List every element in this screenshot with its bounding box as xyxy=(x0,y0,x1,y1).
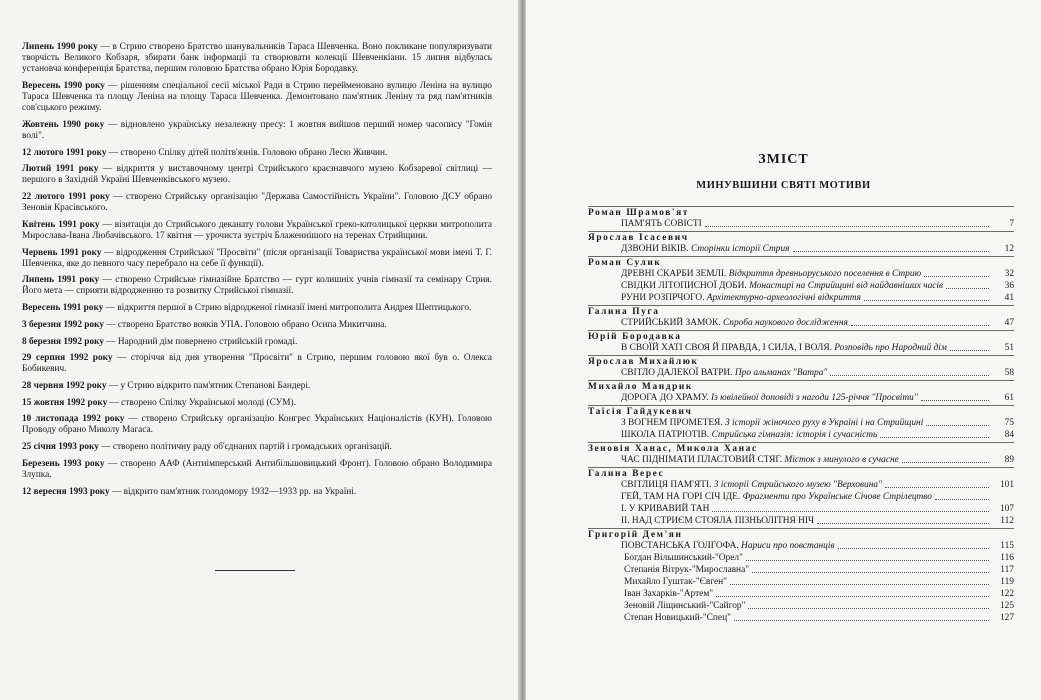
toc-author: Михайло Мандрик xyxy=(588,380,1014,393)
table-of-contents xyxy=(588,206,1014,625)
entry-date: 15 жовтня 1992 року xyxy=(22,397,108,408)
chronology-entry xyxy=(22,353,492,375)
toc-item-text xyxy=(621,492,932,503)
toc-page-number: 115 xyxy=(1000,541,1014,551)
entry-date: Березень 1993 року xyxy=(22,458,105,469)
entry-text: — відкриття першої в Стрию відродженої гімназії імені митрополита Андрея Шептицького. xyxy=(103,303,472,314)
toc-item-text xyxy=(621,541,835,552)
entry-text: — у Стрию відкрито пам'ятник Степанові Бандері. xyxy=(106,380,311,391)
right-page xyxy=(526,0,1041,700)
entry-date: Липень 1991 року xyxy=(22,275,100,286)
chronology-entry xyxy=(22,487,492,498)
toc-item-text xyxy=(624,601,745,612)
toc-item-title: ІІ. НАД СТРИЄМ СТОЯЛА ПІЗНЬОЛІТНЯ НІЧ xyxy=(621,516,815,526)
toc-item[interactable] xyxy=(588,613,1014,624)
toc-page-number: 32 xyxy=(1004,269,1014,279)
toc-item[interactable] xyxy=(588,393,1014,404)
toc-item-text xyxy=(624,613,731,624)
toc-page-number: 89 xyxy=(1004,455,1014,465)
entry-text: — створено Стрийську організацію Конгрес Українських Націоналістів (КУН). Головою Проводу обрано Миколу Магаса. xyxy=(22,414,492,436)
toc-item-description: З історії жіночого руху в Україні і на Стрийщині xyxy=(722,418,924,428)
entry-date: 12 лютого 1991 року xyxy=(22,147,107,158)
toc-item-description: Монастирі на Стрийщині від найдавніших часів xyxy=(746,281,944,291)
toc-leader-dots xyxy=(752,572,989,573)
toc-item-title: СВІДКИ ЛІТОПИСНОЇ ДОБИ. xyxy=(621,281,747,291)
toc-item[interactable] xyxy=(588,504,1014,515)
toc-item-description: Спроба наукового дослідження xyxy=(720,318,848,328)
toc-page-number: 107 xyxy=(999,504,1014,514)
toc-item[interactable] xyxy=(588,589,1014,600)
toc-item-title: ЧАС ПІДНІМАТИ ПЛАСТОВИЙ СТЯГ. xyxy=(621,455,783,465)
chronology-list xyxy=(22,42,492,503)
toc-author: Таїсія Гайдукевич xyxy=(588,405,1014,418)
toc-item-title: Степанія Вітрук-"Мирославна" xyxy=(624,565,750,575)
toc-item-description: Стрийська гімназія: історія і сучасність xyxy=(709,430,878,440)
toc-item[interactable] xyxy=(588,219,1014,230)
chronology-entry xyxy=(22,120,492,142)
toc-author: Григорій Дем'ян xyxy=(588,528,1014,541)
toc-item[interactable] xyxy=(588,430,1014,441)
entry-date: 22 лютого 1991 року xyxy=(22,192,110,202)
toc-item-description: Архітектурно-археологічні відкриття xyxy=(704,293,861,303)
toc-item[interactable] xyxy=(588,492,1014,503)
entry-date: Лютий 1991 року xyxy=(22,164,99,175)
entry-text: — сторіччя від дня утворення "Просвіти" в Стрию, першим головою якої був о. Олекса Бобикевич. xyxy=(22,353,492,375)
toc-item-text xyxy=(624,577,727,588)
toc-item-text xyxy=(621,393,918,404)
toc-item-text xyxy=(624,553,743,564)
toc-item-text xyxy=(621,480,882,491)
entry-text: — створено ААФ (Антиімперський Антибільшовицький Фронт). Головою обрано Володимира Злупка. xyxy=(22,458,492,480)
toc-leader-dots xyxy=(838,548,989,549)
toc-page-number: 36 xyxy=(1004,281,1014,291)
chronology-entry xyxy=(22,442,492,453)
toc-item[interactable] xyxy=(588,418,1014,429)
toc-item-text xyxy=(621,318,848,329)
toc-author: Роман Шрамов'ят xyxy=(588,206,1014,219)
toc-item-title: Михайло Гуштак-"Євген" xyxy=(624,577,727,587)
toc-leader-dots xyxy=(817,523,989,524)
contents-heading: ЗМІСТ xyxy=(758,152,809,167)
toc-leader-dots xyxy=(864,300,989,301)
toc-page-number: 41 xyxy=(1004,293,1014,303)
toc-item-description: З історії Стрийського музею "Верховина" xyxy=(711,480,883,490)
entry-text: — створено Братство вояків УПА. Головою обрано Осипа Микитчина. xyxy=(103,319,387,330)
toc-item[interactable] xyxy=(588,577,1014,588)
entry-date: 25 січня 1993 року xyxy=(22,442,99,453)
toc-item-title: В СВОЇЙ ХАТІ СВОЯ Й ПРАВДА, І СИЛА, І ВОЛЯ. xyxy=(621,343,832,353)
toc-author: Ярослав Михайлюк xyxy=(588,355,1014,368)
toc-leader-dots xyxy=(712,511,989,512)
toc-item-text xyxy=(621,281,943,292)
toc-item-title: ГЕЙ, ТАМ НА ГОРІ СІЧ ІДЕ. xyxy=(621,492,741,502)
toc-item-title: РУНИ РОЗПРЧОГО. xyxy=(621,293,705,303)
entry-text: — відновлено українську незалежну пресу: 1 жовтня вийшов перший номер часопису "Гомін волі". xyxy=(22,119,492,141)
entry-text: — рішенням спеціальної сесії міської Ради в Стрию перейменовано вулицю Леніна на вулицю Тараса Шевченка та площу Леніна на площу Тараса Шевченка. Демонтовано пам'ятник Леніну та ряд пам'ятників сов'єцького режиму. xyxy=(22,80,492,114)
entry-date: Червень 1991 року xyxy=(22,247,102,258)
toc-item[interactable] xyxy=(588,480,1014,491)
toc-item-description: Місток з минулого в сучасне xyxy=(782,455,899,465)
chronology-entry xyxy=(22,398,492,409)
toc-item[interactable] xyxy=(588,516,1014,527)
toc-item-title: ДЗВОНИ ВІКІВ. xyxy=(621,244,689,254)
toc-author: Ярослав Ісасевич xyxy=(588,231,1014,244)
chronology-entry xyxy=(22,164,492,186)
toc-item[interactable] xyxy=(588,553,1014,564)
toc-page-number: 12 xyxy=(1004,244,1014,254)
toc-item-description: Фрагменти про Українське Січове Стрілецтво xyxy=(740,492,932,502)
toc-item-description: Відкриття древньоруського поселення в Стрию xyxy=(726,269,922,279)
toc-item-title: СВІТЛО ДАЛЕКОЇ ВАТРИ. xyxy=(621,368,733,378)
toc-item-text xyxy=(621,343,947,354)
toc-item-title: Богдан Вільшинський-"Орел" xyxy=(624,553,743,563)
entry-date: 12 вересня 1993 року xyxy=(22,486,110,497)
chronology-entry xyxy=(22,381,492,392)
left-page xyxy=(0,0,518,700)
toc-page-number: 75 xyxy=(1004,418,1014,428)
entry-date: 8 березня 1992 року xyxy=(22,336,104,347)
entry-text: — відродження Стрийської "Просвіти" (після організації Товариства української мови імені Т. Г. Шевченка, яке до певного часу перебрало на себе її функції). xyxy=(22,247,492,269)
chronology-entry xyxy=(22,248,492,270)
entry-text: — створено Стрийську організацію "Держава Самостійність України". Головою ДСУ обрано Зеновія Красівського. xyxy=(22,192,492,214)
entry-text: — створено Спілку Української молоді (СУМ). xyxy=(107,397,296,408)
toc-leader-dots xyxy=(716,596,989,597)
entry-date: Квітень 1991 року xyxy=(22,219,100,230)
toc-item-text xyxy=(621,455,899,466)
entry-date: 3 березня 1992 року xyxy=(22,319,104,330)
toc-author: Галина Верес xyxy=(588,467,1014,480)
toc-leader-dots xyxy=(950,350,989,351)
toc-leader-dots xyxy=(705,226,989,227)
toc-item-description: Розповідь про Народний дім xyxy=(831,343,947,353)
toc-item-title: ШКОЛА ПАТРІОТІВ. xyxy=(621,430,710,440)
entry-date: 10 листопада 1992 року xyxy=(22,414,125,425)
section-title: МИНУВШИНИ СВЯТІ МОТИВИ xyxy=(696,180,871,191)
toc-page-number: 112 xyxy=(1000,516,1014,526)
entry-text: — створено Стрийське гімназійне Братство — гурт колишніх учнів гімназії та семінару Стрия. Його мета — сприяти відродженню та розвитку Стрийської гімназії. xyxy=(22,275,492,297)
entry-text: — створено Спілку дітей політв'язнів. Головою обрано Лесю Живчин. xyxy=(106,147,388,158)
toc-item-description: Із ювілейної доповіді з нагоди 125-річчя "Просвіти" xyxy=(708,393,918,403)
toc-leader-dots xyxy=(926,425,989,426)
toc-item-title: Іван Захаркiв-"Артем" xyxy=(624,589,714,599)
toc-item-text xyxy=(621,504,709,515)
toc-leader-dots xyxy=(793,251,990,252)
entry-text: — візитація до Стрийського деканату голови Української греко-католицької церкви митрополита Мирослава-Івана Любачівського. 17 квітня — урочиста зустріч Блаженнішого на теренах Стрийщини. xyxy=(22,219,492,241)
toc-leader-dots xyxy=(746,560,989,561)
toc-item-title: ДОРОГА ДО ХРАМУ. xyxy=(621,393,709,403)
toc-page-number: 125 xyxy=(999,601,1014,611)
chronology-entry xyxy=(22,275,492,297)
toc-item[interactable] xyxy=(588,343,1014,354)
toc-item[interactable] xyxy=(588,455,1014,466)
book-gutter xyxy=(518,0,526,700)
toc-page-number: 117 xyxy=(1000,565,1014,575)
toc-item-text xyxy=(621,293,861,304)
toc-page-number: 119 xyxy=(1000,577,1014,587)
toc-item[interactable] xyxy=(588,281,1014,292)
toc-item-text xyxy=(621,516,814,527)
entry-text: — відкрито пам'ятник голодомору 1932—1933 рр. на Україні. xyxy=(109,486,357,497)
toc-author: Галина Пуга xyxy=(588,305,1014,318)
toc-leader-dots xyxy=(946,288,989,289)
toc-item-title: ПОВСТАНСЬКА ГОЛГОФА. xyxy=(621,541,739,551)
entry-date: Вересень 1991 року xyxy=(22,303,104,314)
chronology-entry xyxy=(22,459,492,481)
toc-item[interactable] xyxy=(588,244,1014,255)
toc-leader-dots xyxy=(851,325,989,326)
toc-page-number: 127 xyxy=(999,613,1014,623)
toc-author: Зеновія Ханас, Микола Ханас xyxy=(588,442,1014,455)
chronology-entry xyxy=(22,42,492,75)
toc-item-title: Степан Новицький-"Спец" xyxy=(624,613,731,623)
chronology-entry xyxy=(22,414,492,436)
toc-item-text xyxy=(624,589,713,600)
toc-page-number: 61 xyxy=(1004,393,1014,403)
toc-item-title: СТРИЙСЬКИЙ ЗАМОК. xyxy=(621,318,721,328)
toc-page-number: 84 xyxy=(1004,430,1014,440)
entry-date: Вересень 1990 року xyxy=(22,80,105,91)
toc-item-description: Нариси про повстанців xyxy=(738,541,835,551)
toc-leader-dots xyxy=(924,276,989,277)
toc-item[interactable] xyxy=(588,368,1014,379)
entry-text: — в Стрию створено Братство шанувальників Тараса Шевченка. Воно покликане популяризувати творчість Великого Кобзаря, збирати банк інформації та створювати колекції Шевченкіани. 15 липня відбулась установча конференція Братства, першим головою Братства обрано Юрія Бородавку. xyxy=(22,42,492,75)
entry-text: — створено політичну раду об'єднаних партій і громадських організацій. xyxy=(98,442,392,453)
toc-leader-dots xyxy=(880,437,989,438)
toc-page-number: 122 xyxy=(999,589,1014,599)
toc-item[interactable] xyxy=(588,565,1014,576)
toc-item-text xyxy=(621,244,790,255)
toc-page-number: 101 xyxy=(999,480,1014,490)
toc-item-title: ДРЕВНІ СКАРБИ ЗЕМЛІ. xyxy=(621,269,727,279)
toc-item-description: Сторінки історії Стрия xyxy=(688,244,790,254)
toc-item-title: Зеновій Ліщинський-"Сайгор" xyxy=(624,601,746,611)
toc-page-number: 58 xyxy=(1004,368,1014,378)
end-rule xyxy=(215,570,295,571)
toc-item-text xyxy=(621,368,827,379)
chronology-entry xyxy=(22,81,492,114)
toc-item[interactable] xyxy=(588,269,1014,280)
chronology-entry xyxy=(22,320,492,331)
toc-page-number: 47 xyxy=(1004,318,1014,328)
toc-item-title: ПАМ'ЯТЬ СОВІСТІ xyxy=(621,219,702,229)
entry-date: Жовтень 1990 року xyxy=(22,119,105,130)
toc-leader-dots xyxy=(935,499,989,500)
entry-date: 28 червня 1992 року xyxy=(22,380,107,391)
chronology-entry xyxy=(22,148,492,159)
toc-page-number: 51 xyxy=(1004,343,1014,353)
toc-item-text xyxy=(621,219,702,230)
toc-author: Роман Сулик xyxy=(588,256,1014,269)
toc-leader-dots xyxy=(902,462,989,463)
chronology-entry xyxy=(22,192,492,214)
chronology-entry xyxy=(22,303,492,314)
toc-leader-dots xyxy=(734,620,989,621)
toc-leader-dots xyxy=(830,375,989,376)
toc-item[interactable] xyxy=(588,318,1014,329)
toc-item-title: СВІТЛИЦЯ ПАМ'ЯТІ. xyxy=(621,480,712,490)
toc-item-description: Про альманах "Ватра" xyxy=(732,368,828,378)
toc-item-title: І. У КРИВАВИЙ ТАН xyxy=(621,504,710,514)
toc-item-title: З ВОГНЕМ ПРОМЕТЕЯ. xyxy=(621,418,723,428)
entry-date: 29 серпня 1992 року xyxy=(22,353,113,364)
toc-item-text xyxy=(621,269,921,280)
entry-date: Липень 1990 року xyxy=(22,42,98,52)
toc-leader-dots xyxy=(885,487,989,488)
entry-text: — Народний дім повернено стрийській громаді. xyxy=(103,336,298,347)
toc-leader-dots xyxy=(730,584,989,585)
entry-text: — відкриття у виставочному центрі Стрийського краєзнавчого музею Кобзаревої світлиці — першого в Західній Україні Шевченківського музею. xyxy=(22,164,493,186)
chronology-entry xyxy=(22,220,492,242)
toc-item-text xyxy=(621,418,923,429)
chronology-entry xyxy=(22,337,492,348)
toc-page-number: 7 xyxy=(1009,219,1014,229)
toc-leader-dots xyxy=(921,400,989,401)
toc-page-number: 116 xyxy=(1000,553,1014,563)
toc-item[interactable] xyxy=(588,601,1014,612)
toc-author: Юрій Бородавка xyxy=(588,330,1014,343)
toc-item-text xyxy=(621,430,877,441)
toc-leader-dots xyxy=(748,608,989,609)
toc-item[interactable] xyxy=(588,293,1014,304)
toc-item-text xyxy=(624,565,749,576)
toc-item[interactable] xyxy=(588,541,1014,552)
